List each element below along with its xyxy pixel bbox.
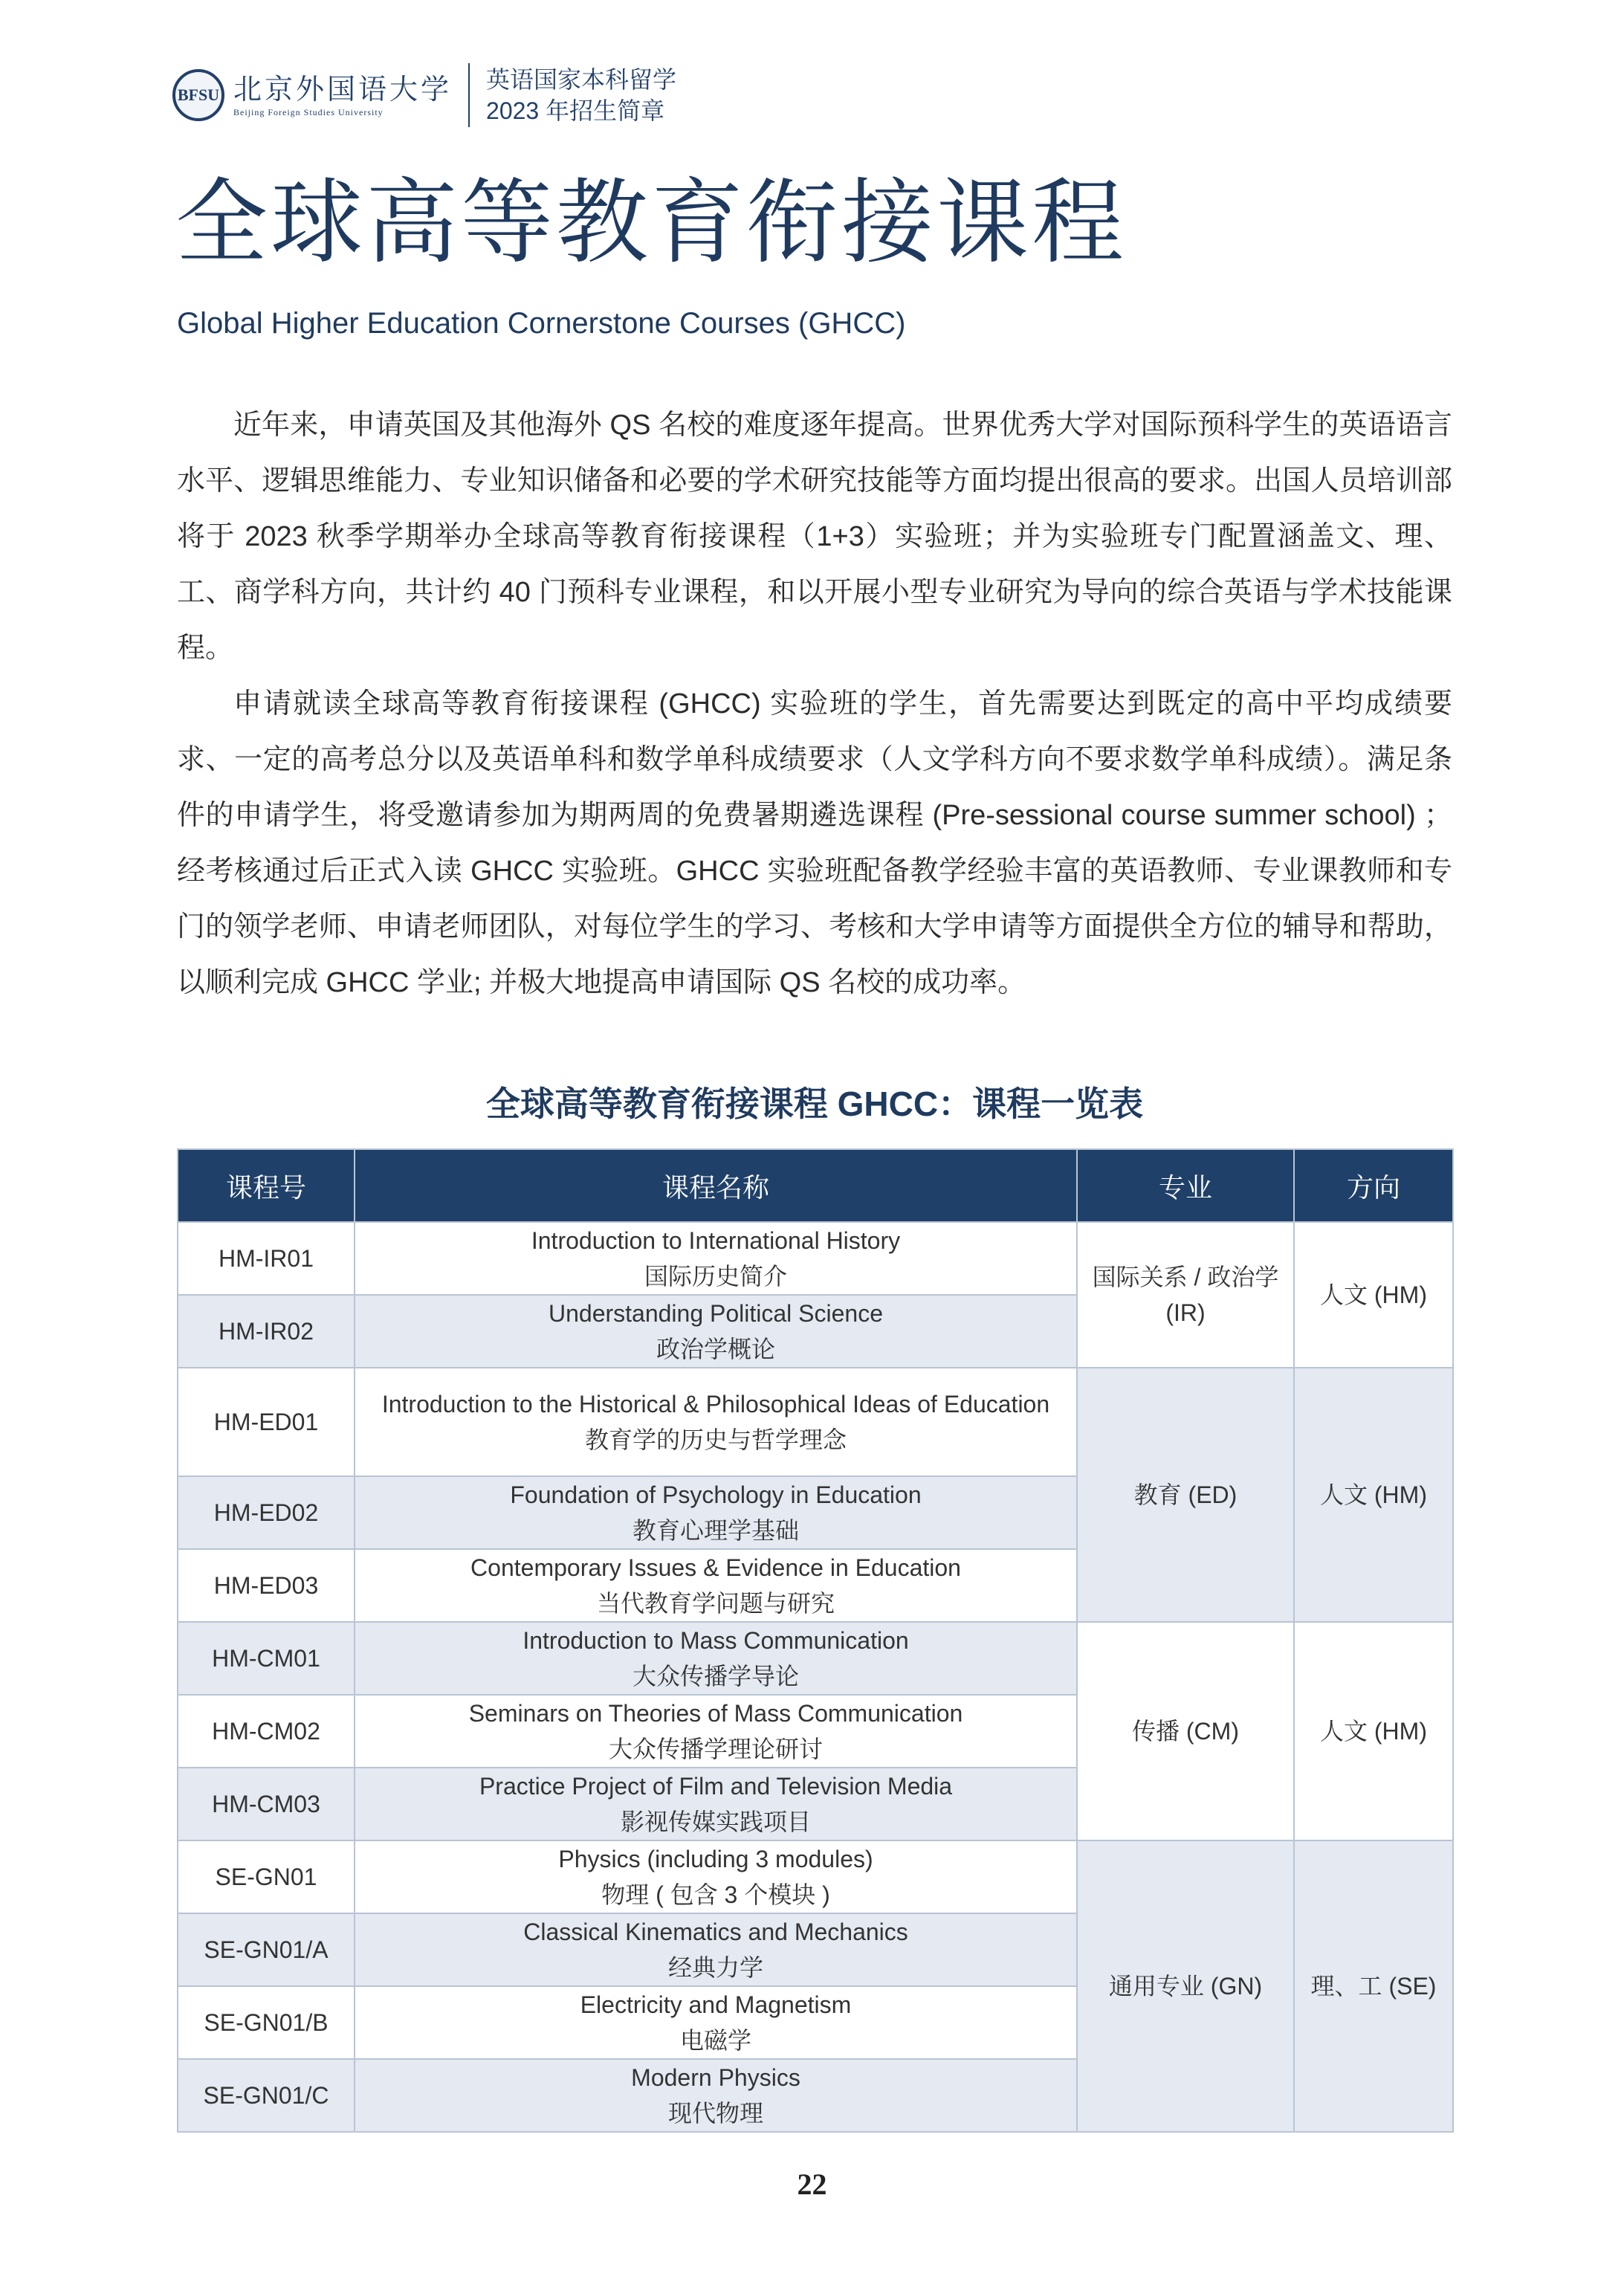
major-cell: 教育 (ED): [1077, 1368, 1294, 1622]
course-code: HM-CM01: [178, 1622, 355, 1695]
course-code: SE-GN01: [178, 1840, 355, 1913]
page-header: [172, 58, 676, 132]
course-table: [177, 1148, 1454, 2133]
course-name: [355, 1368, 1077, 1476]
brochure-title: [486, 64, 676, 126]
brochure-title-line1: 英语国家本科留学: [486, 66, 677, 93]
course-name: [355, 1986, 1077, 2059]
course-name-cn: 经典力学: [667, 1954, 763, 1981]
university-name-cn: 北京外国语大学: [233, 72, 453, 106]
course-code: HM-ED03: [178, 1549, 355, 1622]
course-name-en: Understanding Political Science: [548, 1300, 884, 1327]
header-divider: [468, 63, 470, 127]
course-name-cn: 教育学的历史与哲学理念: [584, 1426, 847, 1453]
course-name-en: Classical Kinematics and Mechanics: [523, 1919, 908, 1945]
course-name-cn: 国际历史简介: [644, 1263, 787, 1290]
course-code: HM-ED02: [178, 1476, 355, 1549]
major-cell: 传播 (CM): [1077, 1622, 1294, 1840]
major-cell: 通用专业 (GN): [1077, 1840, 1294, 2132]
course-code: SE-GN01/A: [178, 1913, 355, 1986]
direction-cell: 人文 (HM): [1294, 1368, 1453, 1622]
course-name-cn: 现代物理: [667, 2100, 763, 2127]
header-direction: 方向: [1294, 1149, 1453, 1222]
direction-cell: 人文 (HM): [1294, 1622, 1453, 1840]
page-number: 22: [797, 2168, 827, 2201]
course-name-cn: 大众传播学理论研讨: [608, 1736, 823, 1762]
course-name-cn: 政治学概论: [656, 1336, 775, 1363]
paragraph-1: 近年来，申请英国及其他海外 QS 名校的难度逐年提高。世界优秀大学对国际预科学生的英语语言水平、逻辑思维能力、专业知识储备和必要的学术研究技能等方面均提出很高的要求。出国人员培训部将于 2023 秋季学期举办全球高等教育衔接课程（1+3）实验班；并为实验班专门配置涵盖文、理、工、商学科方向，共计约 40 门预科专业课程，和以开展小型专业研究为导向的综合英语与学术技能课程。: [177, 410, 1452, 664]
course-code: SE-GN01/B: [178, 1986, 355, 2059]
course-name: [355, 1913, 1077, 1986]
brochure-title-line2: 2023 年招生简章: [486, 97, 665, 124]
course-name: [355, 1768, 1077, 1840]
course-name-cn: 大众传播学导论: [632, 1663, 799, 1690]
header-major: 专业: [1077, 1149, 1294, 1222]
header-course-code: 课程号: [178, 1149, 355, 1222]
course-name-en: Introduction to the Historical & Philosophical Ideas of Education: [381, 1391, 1050, 1418]
course-code: SE-GN01/C: [178, 2059, 355, 2132]
direction-cell: 人文 (HM): [1294, 1222, 1453, 1368]
page-title: 全球高等教育衔接课程: [175, 172, 1128, 274]
header-course-name: 课程名称: [355, 1149, 1077, 1222]
course-name: [355, 1622, 1077, 1695]
course-name-en: Practice Project of Film and Television Media: [479, 1773, 953, 1800]
course-name: [355, 1222, 1077, 1295]
course-name-en: Seminars on Theories of Mass Communication: [468, 1700, 963, 1727]
course-code: HM-ED01: [178, 1368, 355, 1476]
table-row: [178, 1622, 1453, 1695]
major-cell: 国际关系 / 政治学 (IR): [1077, 1222, 1294, 1368]
course-name: [355, 1476, 1077, 1549]
course-name: [355, 1549, 1077, 1622]
table-row: [178, 1368, 1453, 1476]
course-code: HM-CM03: [178, 1768, 355, 1840]
table-row: [178, 1840, 1453, 1913]
direction-cell: 理、工 (SE): [1294, 1840, 1453, 2132]
university-logo-text: [233, 73, 452, 118]
table-row: [178, 1222, 1453, 1295]
table-title: 全球高等教育衔接课程 GHCC：课程一览表: [485, 1085, 1144, 1123]
course-name-cn: 电磁学: [679, 2027, 751, 2054]
course-code: HM-IR01: [178, 1222, 355, 1295]
course-name-cn: 当代教育学问题与研究: [596, 1590, 835, 1617]
course-name: [355, 2059, 1077, 2132]
course-name-en: Electricity and Magnetism: [580, 1991, 852, 2018]
course-name-cn: 教育心理学基础: [632, 1517, 799, 1544]
university-name-en: Beijing Foreign Studies University: [233, 106, 384, 117]
body-text: [177, 398, 1452, 1011]
course-name-en: Foundation of Psychology in Education: [510, 1481, 922, 1508]
page-subtitle: Global Higher Education Cornerstone Courses (GHCC): [177, 307, 906, 340]
course-name-en: Modern Physics: [631, 2064, 800, 2091]
logo-monogram: BFSU: [177, 85, 220, 104]
paragraph-2: 申请就读全球高等教育衔接课程 (GHCC) 实验班的学生，首先需要达到既定的高中平均成绩要求、一定的高考总分以及英语单科和数学单科成绩要求（人文学科方向不要求数学单科成绩）。满足条件的申请学生，将受邀请参加为期两周的免费暑期遴选课程 (Pre-sessional course summer school) ；经考核通过后正式入读 GHCC 实验班。GHCC 实验班配备教学经验丰富的英语教师、专业课教师和专门的领学老师、申请老师团队，对每位学生的学习、考核和大学申请等方面提供全方位的辅导和帮助，以顺利完成 GHCC 学业; 并极大地提高申请国际 QS 名校的成功率。: [177, 688, 1452, 998]
course-name-en: Contemporary Issues & Evidence in Education: [470, 1554, 961, 1581]
course-name-en: Introduction to International History: [531, 1227, 901, 1254]
course-name-cn: 影视传媒实践项目: [620, 1809, 811, 1835]
course-code: HM-CM02: [178, 1695, 355, 1768]
course-name-en: Introduction to Mass Communication: [523, 1627, 909, 1654]
course-name: [355, 1840, 1077, 1913]
course-name-en: Physics (including 3 modules): [558, 1846, 873, 1872]
table-header-row: [178, 1149, 1453, 1222]
university-seal-logo: [172, 69, 224, 121]
course-name: [355, 1295, 1077, 1368]
course-name: [355, 1695, 1077, 1768]
course-code: HM-IR02: [178, 1295, 355, 1368]
course-name-cn: 物理 ( 包含 3 个模块 ): [601, 1881, 830, 1908]
